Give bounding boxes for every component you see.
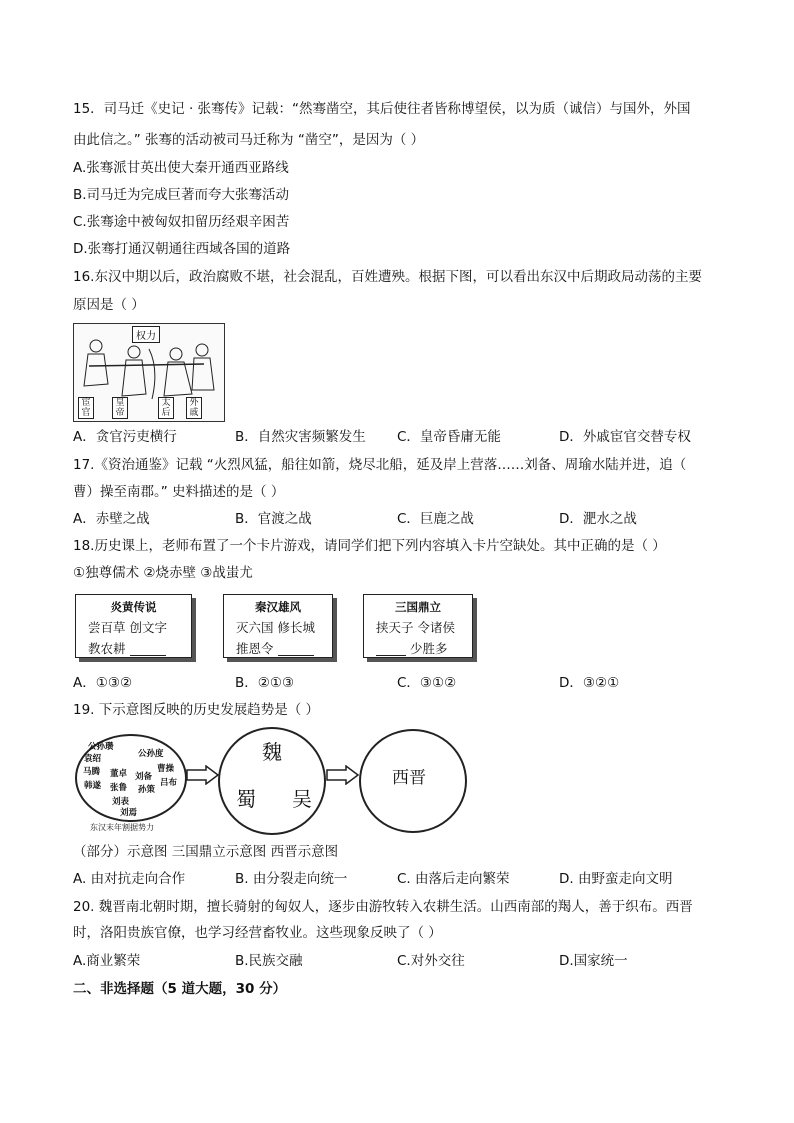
- card-line: 教农耕: [88, 639, 191, 657]
- kingdom-shu: 蜀: [236, 787, 256, 811]
- warlord: 董卓: [110, 769, 128, 779]
- card-blank: [376, 643, 406, 656]
- card-line: 尝百草 创文字: [88, 620, 167, 635]
- q15-stem-line2: 由此信之。” 张骞的活动被司马迁称为 “凿空”，是因为（ ）: [73, 132, 425, 148]
- warlord: 孙策: [138, 785, 156, 795]
- label-consort-clan: 外戚: [186, 397, 202, 419]
- q19-option-b: B. 由分裂走向统一: [235, 871, 348, 887]
- q17-option-a: A．赤壁之战: [73, 511, 150, 527]
- q15-option-b: B.司马迁为完成巨著而夸大张骞活动: [73, 187, 290, 203]
- warlord: 曹操: [157, 764, 175, 774]
- q20-option-c: C.对外交往: [397, 953, 465, 969]
- q17-option-d: D．淝水之战: [559, 511, 637, 527]
- q18-option-d: D．③②①: [559, 675, 620, 691]
- q16-stem-line1: 16.东汉中期以后，政治腐败不堪，社会混乱，百姓遭殃。根据下图，可以看出东汉中后期政局动荡的主要: [73, 269, 702, 285]
- q15-option-d: D.张骞打通汉朝通往西域各国的道路: [73, 241, 291, 257]
- power-struggle-cartoon: [73, 323, 225, 422]
- q16-option-b: B．自然灾害频繁发生: [235, 429, 366, 445]
- warlord: 韩遂: [84, 781, 102, 791]
- q19-stem: 19. 下示意图反映的历史发展趋势是（ ）: [73, 702, 320, 718]
- q19-option-a: A. 由对抗走向合作: [73, 871, 186, 887]
- card-yanhuang: [75, 594, 192, 658]
- q19-caption: （部分）示意图 三国鼎立示意图 西晋示意图: [73, 844, 339, 860]
- card-line: 推恩令: [236, 639, 332, 657]
- q18-stem-line1: 18.历史课上，老师布置了一个卡片游戏，请同学们把下列内容填入卡片空缺处。其中正确的是（ ）: [73, 538, 666, 554]
- q15-option-a: A.张骞派甘英出使大秦开通西亚路线: [73, 160, 289, 176]
- right-arrow-icon: [326, 765, 360, 785]
- q18-option-c: C．③①②: [397, 675, 457, 691]
- card-title: 炎黄传说: [110, 600, 157, 614]
- warlords-caption: 东汉末年割据势力: [90, 823, 154, 832]
- q16-option-c: C．皇帝昏庸无能: [397, 429, 501, 445]
- q16-option-a: A．贪官污吏横行: [73, 429, 177, 445]
- q18-stem-line2: ①独尊儒术 ②烧赤壁 ③战蚩尤: [73, 565, 253, 581]
- power-label: 权力: [132, 326, 160, 343]
- q15-option-c: C.张骞途中被匈奴扣留历经艰辛困苦: [73, 214, 290, 230]
- card-qinhan: [223, 594, 333, 658]
- label-emperor: 皇帝: [112, 397, 128, 419]
- q20-option-b: B.民族交融: [235, 953, 303, 969]
- card-title: 秦汉雄风: [255, 600, 301, 614]
- q17-stem-line2: 曹）操至南郡。” 史料描述的是（ ）: [73, 484, 285, 500]
- card-blank: [278, 643, 314, 656]
- label-empress-dowager: 太后: [158, 397, 174, 419]
- q20-stem-line2: 时，洛阳贵族官僚，也学习经营畜牧业。这些现象反映了（ ）: [73, 925, 442, 941]
- warlord: 张鲁: [110, 783, 128, 793]
- warlord: 袁绍: [84, 754, 102, 764]
- kingdom-wu: 吴: [292, 787, 312, 811]
- western-jin-label: 西晋: [392, 768, 426, 788]
- card-blank: [130, 643, 166, 656]
- q16-option-d: D．外戚宦官交替专权: [559, 429, 691, 445]
- q18-option-b: B．②①③: [235, 675, 295, 691]
- q17-stem-line1: 17.《资治通鉴》记载 “火烈风猛，船往如箭，烧尽北船，延及岸上营落……刘备、周瑜水陆并进，追（: [73, 457, 687, 473]
- right-arrow-icon: [186, 765, 220, 785]
- q17-option-c: C．巨鹿之战: [397, 511, 474, 527]
- warlord: 刘表: [112, 797, 130, 807]
- q20-option-a: A.商业繁荣: [73, 953, 141, 969]
- card-sanguo: [363, 594, 473, 658]
- q19-option-c: C. 由落后走向繁荣: [397, 871, 510, 887]
- q16-stem-line2: 原因是（ ）: [73, 297, 145, 313]
- warlord: 公孙瓒: [88, 742, 114, 752]
- section-heading: 二、非选择题（5 道大题，30 分）: [73, 981, 287, 997]
- label-eunuch: 宦官: [78, 397, 94, 419]
- q15-stem-line1: 15．司马迁《史记 · 张骞传》记载：“然骞凿空，其后使往者皆称博望侯，以为质（诚信）与国外，外国: [73, 101, 691, 117]
- q20-option-d: D.国家统一: [559, 953, 628, 969]
- q17-option-b: B．官渡之战: [235, 511, 312, 527]
- card-title: 三国鼎立: [395, 600, 441, 614]
- warlord: 刘焉: [120, 808, 138, 818]
- warlord: 刘备: [135, 772, 153, 782]
- card-line: 挟天子 令诸侯: [376, 620, 455, 635]
- q18-option-a: A．①③②: [73, 675, 133, 691]
- card-line: 少胜多: [376, 639, 472, 657]
- warlord: 吕布: [160, 778, 178, 788]
- warlord: 马腾: [83, 767, 101, 777]
- q20-stem-line1: 20. 魏晋南北朝时期，擅长骑射的匈奴人，逐步由游牧转入农耕生活。山西南部的羯人，善于织布。西晋: [73, 899, 693, 915]
- card-line: 灭六国 修长城: [236, 620, 315, 635]
- warlord: 公孙度: [138, 749, 164, 759]
- kingdom-wei: 魏: [262, 740, 282, 764]
- q19-option-d: D. 由野蛮走向文明: [559, 871, 673, 887]
